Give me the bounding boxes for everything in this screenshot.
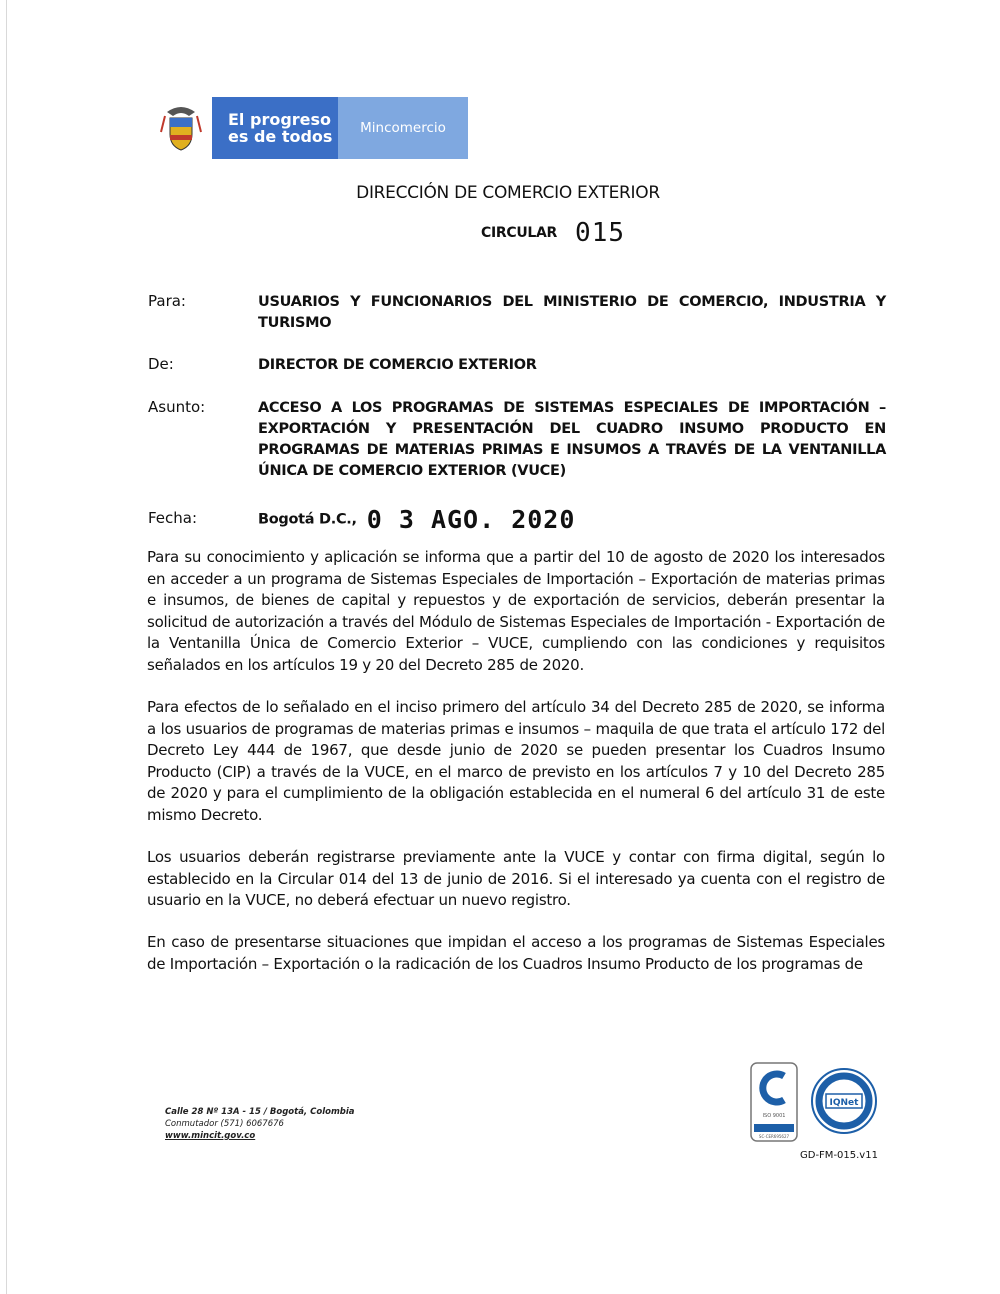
circular-label: CIRCULAR	[481, 225, 558, 241]
body-paragraph-2: Para efectos de lo señalado en el inciso primero del artículo 34 del Decreto 285 de 2020, se informa a los usuarios de programas de materias primas e insumos – maquila de que trata el artículo 172 del Decreto Ley 444 de 1967, que desde junio de 2020 se pueden presentar los Cuadros Insumo Producto (CIP) a través de la VUCE, en el marco de previsto en los artículos 7 y 10 del Decreto 285 de 2020 y para el cumplimiento de la obligación establecida en el numeral 6 del artículo 31 de este mismo Decreto.	[147, 698, 885, 824]
slogan-line-2: es de todos	[228, 127, 333, 146]
date-stamp: 0 3 AGO. 2020	[366, 505, 576, 534]
ministry-name: Mincomercio	[338, 97, 468, 159]
iqnet-text: IQNet	[829, 1098, 859, 1108]
footer-address-block	[165, 1106, 355, 1142]
form-code: GD-FM-015.v11	[800, 1150, 878, 1161]
body-paragraph-1: Para su conocimiento y aplicación se informa que a partir del 10 de agosto de 2020 los interesados en acceder a un programa de Sistemas Especiales de Importación – Exportación de materias primas e insumos, de bienes de capital y repuestos y de exportación de servicios, deberán presentar la solicitud de autorización a través del Módulo de Sistemas Especiales de Importación - Exportación de la Ventanilla Única de Comercio Exterior – VUCE, cumpliendo con las condiciones y requisitos señalados en los artículos 19 y 20 del Decreto 285 de 2020.	[147, 548, 885, 674]
iqnet-certification-icon	[810, 1067, 878, 1139]
header-banner	[150, 97, 468, 159]
fecha-label: Fecha:	[148, 509, 198, 527]
asunto-value: ACCESO A LOS PROGRAMAS DE SISTEMAS ESPECIALES DE IMPORTACIÓN – EXPORTACIÓN Y PRESENTACIÓN DEL CUADRO INSUMO PRODUCTO EN PROGRAMAS DE MATERIAS PRIMAS E INSUMOS A TRAVÉS DE LA VENTANILLA ÚNICA DE COMERCIO EXTERIOR (VUCE)	[258, 400, 886, 479]
office-title: DIRECCIÓN DE COMERCIO EXTERIOR	[356, 183, 660, 203]
de-label: De:	[148, 355, 174, 373]
body-paragraph-3: Los usuarios deberán registrarse previamente ante la VUCE y contar con firma digital, según lo establecido en la Circular 014 del 13 de junio de 2016. Si el interesado ya cuenta con el registro de usuario en la VUCE, no deberá efectuar un nuevo registro.	[147, 848, 885, 909]
asunto-label: Asunto:	[148, 398, 206, 416]
para-label: Para:	[148, 292, 186, 310]
slogan-line-1: El progreso	[228, 110, 332, 129]
icontec-iso-text: ISO 9001	[762, 1113, 786, 1119]
para-value: USUARIOS Y FUNCIONARIOS DEL MINISTERIO DE COMERCIO, INDUSTRIA Y TURISMO	[258, 294, 886, 331]
footer-website[interactable]: www.mincit.gov.co	[165, 1131, 256, 1141]
footer-address: Calle 28 Nº 13A - 15 / Bogotá, Colombia	[165, 1107, 355, 1117]
icontec-certification-icon	[750, 1062, 798, 1146]
circular-heading	[481, 218, 625, 248]
fecha-value	[258, 505, 575, 534]
icontec-code-text: SC-CER695627	[758, 1134, 790, 1139]
body-paragraph-4: En caso de presentarse situaciones que impidan el acceso a los programas de Sistemas Especiales de Importación – Exportación o la radicación de los Cuadros Insumo Producto de los programas de	[147, 933, 885, 973]
slogan-box	[212, 97, 338, 159]
coat-of-arms-icon	[150, 97, 212, 159]
circular-number: 015	[575, 218, 626, 248]
de-value: DIRECTOR DE COMERCIO EXTERIOR	[258, 357, 537, 373]
footer-phone: Conmutador (571) 6067676	[165, 1119, 284, 1129]
fecha-city: Bogotá D.C.,	[258, 511, 357, 528]
